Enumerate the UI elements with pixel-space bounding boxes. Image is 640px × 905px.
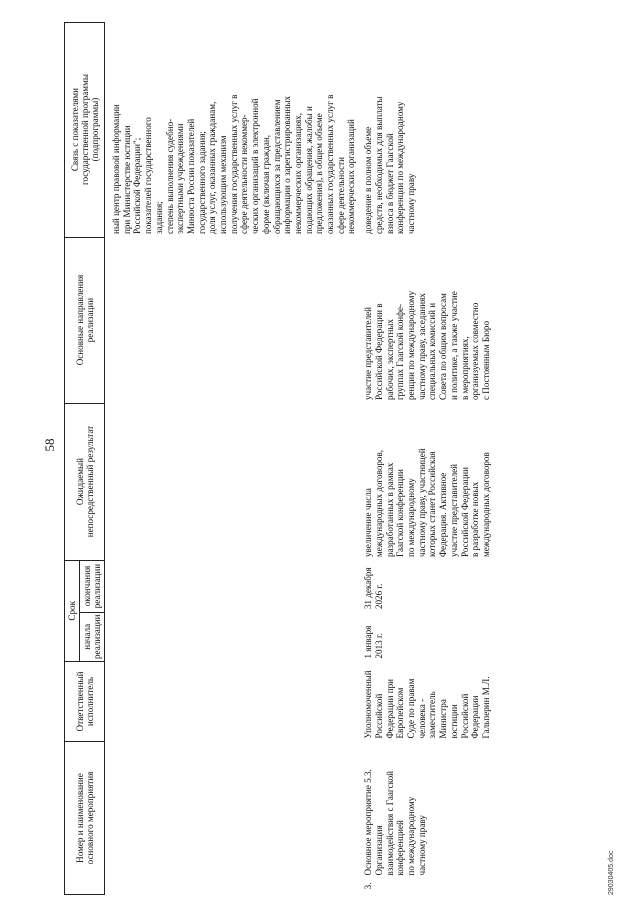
text-line: доведение в полном объеме bbox=[363, 126, 374, 235]
text-line: Федерации bbox=[470, 695, 481, 739]
measure-name-cell bbox=[357, 742, 491, 879]
text-line: подающих обращения, жалобы и bbox=[303, 106, 314, 235]
text-line: Федерация. Активное bbox=[438, 472, 449, 558]
text-line: 31 декабря bbox=[363, 567, 374, 610]
text-line: задания; bbox=[153, 201, 164, 235]
footer-filename: 29030405.doc bbox=[608, 850, 615, 895]
text-line: сфере деятельности некоммер- bbox=[239, 114, 250, 235]
row-number-cell bbox=[105, 879, 358, 895]
text-line: частному праву bbox=[416, 815, 427, 876]
text-line: участие представителей bbox=[448, 463, 459, 558]
expected-result-cell bbox=[105, 403, 358, 560]
measure-name-cell bbox=[105, 742, 358, 879]
text-line: взноса в бюджет Гаагской bbox=[384, 133, 395, 235]
text-line: организуемых совместно bbox=[470, 302, 481, 401]
header-start: начала реализации bbox=[80, 612, 105, 661]
text-line: в разработке новых bbox=[470, 481, 481, 558]
text-line: степень выполнения судебно- bbox=[164, 118, 175, 235]
text-line: юстиции bbox=[448, 704, 459, 739]
text-line: оказанных государственных услуг в bbox=[325, 94, 336, 235]
text-line: человека - bbox=[416, 698, 427, 739]
text-line: получения государственных услуг в bbox=[228, 94, 239, 235]
text-line: Российской Федерации bbox=[459, 467, 470, 558]
text-line: ческих организаций в электронной bbox=[250, 98, 261, 235]
responsible-executor-cell bbox=[105, 662, 358, 742]
expected-result-cell bbox=[357, 403, 491, 560]
text-line: частному праву, участницей bbox=[416, 448, 427, 558]
text-line: Федерации при bbox=[384, 678, 395, 739]
text-line: частному праву bbox=[405, 173, 416, 235]
text-line: заместитель bbox=[427, 691, 438, 739]
text-line: Гаагской конференции bbox=[395, 469, 406, 558]
header-result: Ожидаемый непосредственный результат bbox=[65, 403, 105, 560]
text-line: при Министерстве юстиции bbox=[121, 125, 132, 235]
text-line: и политике, а также участие bbox=[448, 291, 459, 401]
text-line: показателей государственного bbox=[143, 117, 154, 235]
end-date-cell bbox=[105, 560, 358, 612]
text-line: Российской bbox=[373, 693, 384, 739]
text-line: сфере деятельности bbox=[335, 157, 346, 235]
text-line: частному праву, заседаниях bbox=[416, 293, 427, 401]
text-line: ный центр правовой информации bbox=[111, 104, 121, 235]
header-end: окончания реализации bbox=[80, 560, 105, 612]
text-line: конференции по международному bbox=[395, 101, 406, 235]
text-line: Уполномоченный bbox=[363, 670, 374, 739]
header-number-name: Номер и наименование основного мероприятия bbox=[65, 742, 105, 895]
implementation-directions-cell bbox=[105, 237, 358, 403]
implementation-directions-cell bbox=[357, 237, 491, 403]
text-line: предложения), в общем объеме bbox=[314, 113, 325, 235]
header-responsible: Ответственный исполнитель bbox=[65, 662, 105, 742]
text-line: Министра bbox=[438, 699, 449, 739]
row-number-cell: 3. bbox=[363, 882, 374, 890]
text-line: конференцией bbox=[395, 820, 406, 876]
text-line: взаимодействия с Гаагской bbox=[384, 770, 395, 876]
text-line: по международному bbox=[405, 478, 416, 558]
text-line: Европейском bbox=[395, 687, 406, 739]
page-number: 58 bbox=[42, 438, 57, 452]
header-term: Срок bbox=[65, 560, 80, 661]
table-row bbox=[105, 22, 358, 894]
text-line: Российской bbox=[459, 693, 470, 739]
text-line: государственного задания; bbox=[196, 131, 207, 235]
text-line: международных договоров bbox=[480, 452, 491, 558]
program-indicators-link-cell bbox=[105, 22, 358, 237]
table-row bbox=[357, 22, 491, 894]
text-line: международных договоров, bbox=[373, 449, 384, 558]
text-line: средств, необходимых для выплаты bbox=[373, 96, 384, 235]
end-date-cell bbox=[357, 560, 491, 612]
text-line: Российской Федерации в bbox=[373, 303, 384, 401]
text-line: по международному bbox=[405, 796, 416, 876]
measures-table bbox=[64, 22, 492, 895]
text-line: 2026 г. bbox=[373, 583, 384, 610]
text-line: специальных комиссий и bbox=[427, 302, 438, 401]
text-line: разработанных в рамках bbox=[384, 462, 395, 558]
text-line: доля услуг, оказанных гражданам, bbox=[207, 101, 218, 235]
text-line: увеличение числа bbox=[363, 488, 374, 558]
text-line: информации о зарегистрированных bbox=[282, 96, 293, 235]
text-line: участие представителей bbox=[363, 306, 374, 401]
start-date-cell bbox=[105, 612, 358, 661]
text-line: рабочих, экспертных bbox=[384, 319, 395, 401]
header-link: Связь с показателями государственной программы (подпрограммы) bbox=[65, 22, 105, 237]
text-line: Совета по общим вопросам bbox=[438, 293, 449, 401]
text-line: Основное мероприятие 5.3. bbox=[363, 769, 374, 876]
text-line: группах Гаагской конфе- bbox=[395, 303, 406, 401]
text-line: Организация bbox=[373, 825, 384, 876]
text-line: обращающихся за представлением bbox=[271, 99, 282, 235]
text-line: Российской Федерации"; bbox=[132, 137, 143, 235]
text-line: некоммерческих организациях, bbox=[292, 113, 303, 235]
text-line: в мероприятиях, bbox=[459, 336, 470, 401]
header-row bbox=[65, 22, 80, 894]
text-line: 1 января bbox=[363, 625, 374, 659]
text-line: форме (включая граждан, bbox=[260, 134, 271, 235]
text-line: 2013 г. bbox=[373, 633, 384, 659]
header-directions: Основные направления реализации bbox=[65, 237, 105, 403]
text-line: которых станет Российская bbox=[427, 451, 438, 558]
text-line: с Постоянным Бюро bbox=[480, 320, 491, 401]
text-line: использующим механизм bbox=[218, 135, 229, 235]
start-date-cell bbox=[357, 612, 491, 661]
text-line: экспертными учреждениями bbox=[175, 123, 186, 235]
text-line: Гальперин М.Л. bbox=[480, 676, 491, 739]
text-line: некоммерческих организаций bbox=[346, 119, 357, 235]
text-line: Суде по правам bbox=[405, 678, 416, 739]
program-indicators-link-cell bbox=[357, 22, 491, 237]
text-line: Минюста России показателей bbox=[185, 118, 196, 235]
responsible-executor-cell bbox=[357, 662, 491, 742]
text-line: ренции по международному bbox=[405, 290, 416, 401]
